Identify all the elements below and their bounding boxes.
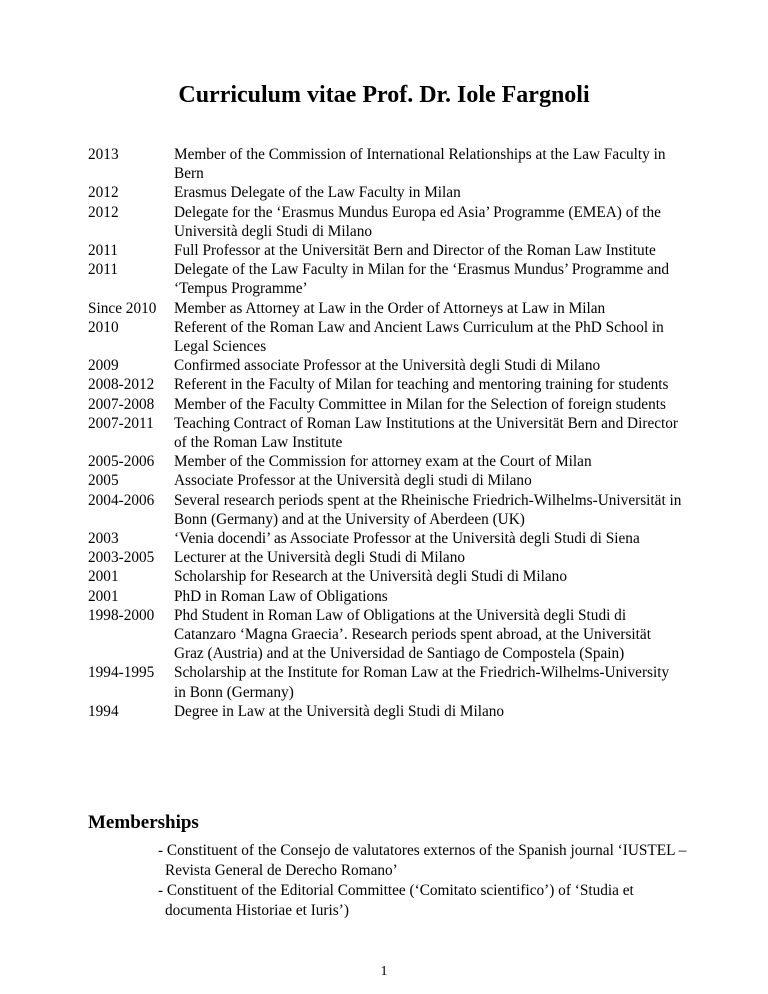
cv-entry xyxy=(88,548,688,567)
cv-entry-text: Referent of the Roman Law and Ancient Laws Curriculum at the PhD School in Legal Sciences xyxy=(174,318,664,356)
page-number: 1 xyxy=(380,964,388,979)
cv-entry-text: Delegate for the ‘Erasmus Mundus Europa ed Asia’ Programme (EMEA) of the Università degli Studi di Milano xyxy=(174,203,661,240)
cv-entry xyxy=(88,606,688,664)
cv-entry-text: Referent in the Faculty of Milan for teaching and mentoring training for students xyxy=(174,376,669,394)
cv-entry-text: Degree in Law at the Università degli Studi di Milano xyxy=(174,702,505,720)
cv-entry xyxy=(88,260,688,298)
cv-entry-year: 2003-2005 xyxy=(88,549,155,567)
cv-entry-year: 2011 xyxy=(88,242,119,260)
cv-entry-text: Associate Professor at the Università degli studi di Milano xyxy=(174,472,532,490)
cv-entries xyxy=(88,145,688,721)
cv-entry xyxy=(88,356,688,375)
cv-entry xyxy=(88,663,688,701)
cv-entry xyxy=(88,318,688,356)
cv-entry-year: 2012 xyxy=(88,184,119,202)
cv-entry xyxy=(88,587,688,606)
cv-entry-text: Phd Student in Roman Law of Obligations at the Università degli Studi di Catanzaro ‘Magna Graecia’. Research periods spent abroad, at the Universität Graz (Austria) and at the Universidad de Santiago de Compostela (Spain) xyxy=(174,606,651,663)
cv-entry xyxy=(88,183,688,202)
cv-entry-year: 2013 xyxy=(88,146,119,163)
cv-entry-year: 2003 xyxy=(88,530,119,548)
membership-line: - Constituent of the Editorial Committee (‘Comitato scientifico’) of ‘Studia et xyxy=(158,882,634,899)
membership-item xyxy=(158,881,698,920)
cv-entry xyxy=(88,241,688,260)
memberships-list xyxy=(158,841,698,921)
cv-entry-year: 2009 xyxy=(88,357,119,375)
membership-line: documenta Historiae et Iuris’) xyxy=(165,901,349,919)
cv-entry xyxy=(88,375,688,394)
cv-entry-text: Teaching Contract of Roman Law Institutions at the Universität Bern and Director of the Roman Law Institute xyxy=(174,414,679,452)
cv-entry-year: 1994-1995 xyxy=(88,664,155,682)
cv-entry-text: Delegate of the Law Faculty in Milan for the ‘Erasmus Mundus’ Programme and ‘Tempus Programme’ xyxy=(174,261,670,298)
cv-entry xyxy=(88,395,688,414)
cv-entry-text: Member of the Faculty Committee in Milan for the Selection of foreign students xyxy=(174,395,666,413)
cv-entry-year: 2005 xyxy=(88,472,119,490)
cv-entry-year: Since 2010 xyxy=(88,299,157,317)
membership-line: Revista General de Derecho Romano’ xyxy=(165,861,398,879)
cv-entry-year: 2005-2006 xyxy=(88,453,155,471)
cv-entry-year: 2007-2011 xyxy=(88,414,154,432)
cv-entry-text: Full Professor at the Universität Bern and Director of the Roman Law Institute xyxy=(174,242,656,260)
memberships-heading: Memberships xyxy=(88,812,199,833)
cv-entry xyxy=(88,452,688,471)
cv-entry xyxy=(88,702,688,721)
cv-entry-text: Confirmed associate Professor at the Università degli Studi di Milano xyxy=(174,357,601,375)
cv-entry-year: 2001 xyxy=(88,587,119,605)
cv-entry xyxy=(88,471,688,490)
cv-entry-year: 2010 xyxy=(88,318,119,336)
cv-entry xyxy=(88,414,688,452)
cv-entry xyxy=(88,299,688,318)
cv-entry-text: Lecturer at the Università degli Studi di Milano xyxy=(174,549,465,567)
cv-entry-year: 2008-2012 xyxy=(88,376,155,394)
cv-entry-text: Erasmus Delegate of the Law Faculty in Milan xyxy=(174,184,461,202)
cv-entry-year: 2001 xyxy=(88,568,119,586)
cv-entry-text: Several research periods spent at the Rheinische Friedrich-Wilhelms-Universität in Bonn (Germany) and at the University of Aberdeen (UK) xyxy=(174,491,682,528)
cv-entry-text: Scholarship for Research at the Università degli Studi di Milano xyxy=(174,568,567,586)
cv-entry-year: 1998-2000 xyxy=(88,606,155,624)
cv-entry-year: 2011 xyxy=(88,261,119,279)
cv-entry-year: 2012 xyxy=(88,203,119,221)
cv-entry-year: 2004-2006 xyxy=(88,491,155,509)
cv-entry xyxy=(88,491,688,529)
cv-entry xyxy=(88,145,688,183)
cv-entry xyxy=(88,203,688,241)
cv-entry-text: Member as Attorney at Law in the Order of Attorneys at Law in Milan xyxy=(174,299,606,317)
cv-entry-text: PhD in Roman Law of Obligations xyxy=(174,587,388,605)
membership-item xyxy=(158,841,698,880)
cv-entry-text: Member of the Commission for attorney exam at the Court of Milan xyxy=(174,453,592,471)
cv-entry-year: 1994 xyxy=(88,702,119,720)
cv-entry xyxy=(88,529,688,548)
cv-entry-text: ‘Venia docendi’ as Associate Professor at the Università degli Studi di Siena xyxy=(174,530,640,548)
cv-entry-text: Scholarship at the Institute for Roman Law at the Friedrich-Wilhelms-University in Bonn (Germany) xyxy=(174,664,670,701)
cv-entry-text: Member of the Commission of International Relationships at the Law Faculty in Bern xyxy=(174,146,666,183)
cv-entry-year: 2007-2008 xyxy=(88,395,155,413)
document-title: Curriculum vitae Prof. Dr. Iole Fargnoli xyxy=(178,82,590,108)
cv-entry xyxy=(88,567,688,586)
membership-line: - Constituent of the Consejo de valutatores externos of the Spanish journal ‘IUSTEL – xyxy=(158,842,687,859)
